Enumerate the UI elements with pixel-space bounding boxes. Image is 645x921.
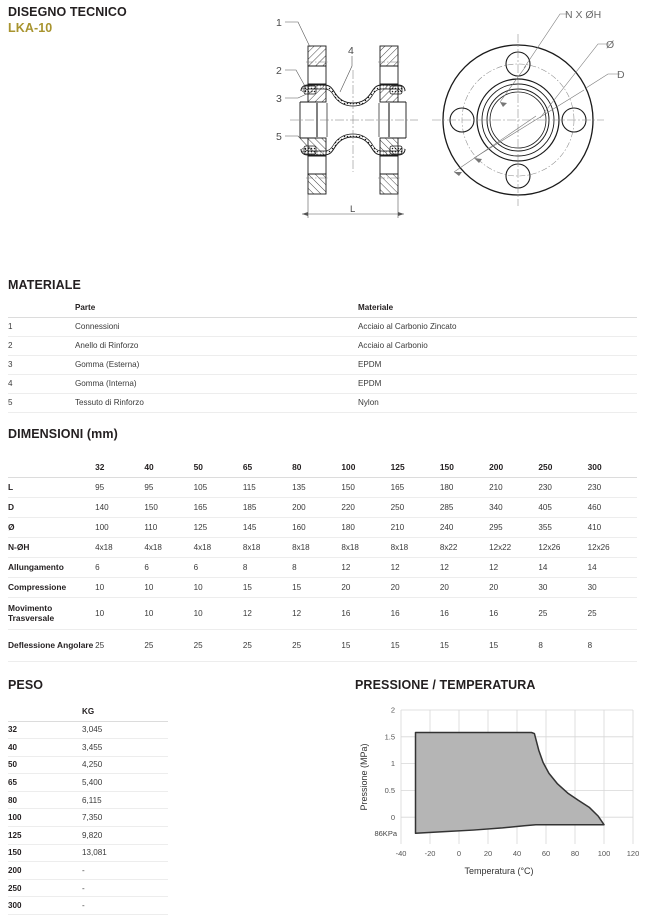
callout-5: 5 xyxy=(276,131,282,143)
cell-value: 15 xyxy=(292,577,341,597)
y-tick-label: 2 xyxy=(390,705,395,715)
cell-value: 95 xyxy=(144,477,193,497)
cell-value: 12x22 xyxy=(489,537,538,557)
cell-value: 12 xyxy=(489,557,538,577)
table-row xyxy=(8,577,637,597)
cell-value: 25 xyxy=(292,629,341,661)
cell-materiale: EPDM xyxy=(358,355,637,374)
cell-value: 25 xyxy=(588,597,637,629)
cell-value: 110 xyxy=(144,517,193,537)
cell-value: 15 xyxy=(243,577,292,597)
table-row xyxy=(8,844,168,862)
cell-value: 20 xyxy=(440,577,489,597)
table-row xyxy=(8,809,168,827)
cell-value: 10 xyxy=(194,577,243,597)
outer-diameter-label: D xyxy=(617,69,625,81)
document-header xyxy=(8,5,127,37)
cell-kg: 13,081 xyxy=(82,844,168,862)
cell-index: 4 xyxy=(8,374,75,393)
cell-value: 10 xyxy=(144,577,193,597)
cell-value: 15 xyxy=(489,629,538,661)
cell-parte: Connessioni xyxy=(75,317,358,336)
cell-value: 185 xyxy=(243,497,292,517)
cell-value: 180 xyxy=(341,517,390,537)
cell-value: 20 xyxy=(489,577,538,597)
cell-kg: 6,115 xyxy=(82,791,168,809)
cell-parte: Anello di Rinforzo xyxy=(75,336,358,355)
cell-value: 10 xyxy=(194,597,243,629)
cell-value: 240 xyxy=(440,517,489,537)
cell-value: 115 xyxy=(243,477,292,497)
cell-value: 8 xyxy=(538,629,587,661)
table-row xyxy=(8,557,637,577)
row-label: L xyxy=(8,477,95,497)
cell-value: 165 xyxy=(194,497,243,517)
x-tick-label: 100 xyxy=(597,849,611,858)
x-axis-label: Temperatura (°C) xyxy=(464,866,534,876)
cell-value: 8x22 xyxy=(440,537,489,557)
cell-index: 3 xyxy=(8,355,75,374)
table-row xyxy=(8,374,637,393)
table-row xyxy=(8,721,168,739)
cell-value: 125 xyxy=(194,517,243,537)
cell-value: 150 xyxy=(341,477,390,497)
peso-table xyxy=(8,705,168,915)
cell-value: 210 xyxy=(489,477,538,497)
cell-value: 140 xyxy=(95,497,144,517)
cell-value: 10 xyxy=(95,577,144,597)
cell-size: 200 xyxy=(8,862,82,880)
table-row xyxy=(8,497,637,517)
cell-value: 460 xyxy=(588,497,637,517)
cell-value: 6 xyxy=(144,557,193,577)
x-tick-label: 80 xyxy=(570,849,580,858)
technical-drawing xyxy=(268,0,645,240)
cell-value: 12 xyxy=(243,597,292,629)
pressure-temperature-chart xyxy=(355,700,640,885)
cell-value: 8 xyxy=(292,557,341,577)
cell-materiale: Acciaio al Carbonio xyxy=(358,336,637,355)
x-tick-label: -40 xyxy=(395,849,407,858)
bolt-pattern-label: N X ØH xyxy=(565,9,602,21)
cell-value: 8x18 xyxy=(341,537,390,557)
cell-value: 8x18 xyxy=(292,537,341,557)
cell-value: 4x18 xyxy=(95,537,144,557)
column-header-kg: KG xyxy=(82,705,168,721)
column-header-materiale: Materiale xyxy=(358,300,637,317)
cell-value: 180 xyxy=(440,477,489,497)
dimensioni-heading: DIMENSIONI (mm) xyxy=(8,427,118,441)
expansion-joint-drawing-svg xyxy=(268,0,645,240)
table-row xyxy=(8,517,637,537)
page-title: DISEGNO TECNICO xyxy=(8,5,127,19)
vacuum-annotation: 86KPa xyxy=(374,828,397,838)
y-tick-label: 1 xyxy=(390,759,395,769)
column-header-size-40: 40 xyxy=(144,460,193,477)
y-tick-label: 0.5 xyxy=(384,786,395,795)
cell-value: 30 xyxy=(588,577,637,597)
table-row xyxy=(8,774,168,792)
table-header-row xyxy=(8,460,637,477)
cell-index: 2 xyxy=(8,336,75,355)
table-row xyxy=(8,739,168,757)
cell-value: 230 xyxy=(538,477,587,497)
row-label: D xyxy=(8,497,95,517)
cell-size: 40 xyxy=(8,739,82,757)
cell-size: 50 xyxy=(8,756,82,774)
dimensioni-table xyxy=(8,460,637,662)
cell-value: 8x18 xyxy=(243,537,292,557)
table-row xyxy=(8,355,637,374)
table-row xyxy=(8,879,168,897)
column-header-blank xyxy=(8,460,95,477)
cell-value: 12 xyxy=(391,557,440,577)
cell-value: 4x18 xyxy=(194,537,243,557)
column-header-size-50: 50 xyxy=(194,460,243,477)
cell-kg: 3,455 xyxy=(82,739,168,757)
cell-parte: Gomma (Esterna) xyxy=(75,355,358,374)
cell-size: 150 xyxy=(8,844,82,862)
cell-value: 10 xyxy=(144,597,193,629)
cell-materiale: EPDM xyxy=(358,374,637,393)
column-header-parte: Parte xyxy=(75,300,358,317)
cell-parte: Tessuto di Rinforzo xyxy=(75,393,358,412)
cell-value: 25 xyxy=(538,597,587,629)
pressure-temperature-chart-svg xyxy=(355,700,640,885)
column-header-size xyxy=(8,705,82,721)
cell-value: 285 xyxy=(440,497,489,517)
cell-value: 16 xyxy=(489,597,538,629)
column-header-size-200: 200 xyxy=(489,460,538,477)
cell-value: 6 xyxy=(194,557,243,577)
cell-value: 12 xyxy=(341,557,390,577)
table-row xyxy=(8,827,168,845)
cell-value: 30 xyxy=(538,577,587,597)
cell-parte: Gomma (Interna) xyxy=(75,374,358,393)
callout-3: 3 xyxy=(276,93,282,105)
y-axis-label: Pressione (MPa) xyxy=(359,743,369,811)
cell-index: 5 xyxy=(8,393,75,412)
cell-value: 16 xyxy=(341,597,390,629)
cell-kg: 7,350 xyxy=(82,809,168,827)
x-tick-label: -20 xyxy=(424,849,436,858)
cell-value: 14 xyxy=(538,557,587,577)
cell-value: 12 xyxy=(440,557,489,577)
cell-value: 12x26 xyxy=(588,537,637,557)
cell-materiale: Acciaio al Carbonio Zincato xyxy=(358,317,637,336)
cell-value: 100 xyxy=(95,517,144,537)
table-row xyxy=(8,756,168,774)
cell-value: 16 xyxy=(391,597,440,629)
cell-value: 220 xyxy=(341,497,390,517)
table-row xyxy=(8,862,168,880)
cell-value: 12x26 xyxy=(538,537,587,557)
cell-value: 6 xyxy=(95,557,144,577)
cell-kg: 5,400 xyxy=(82,774,168,792)
table-row xyxy=(8,897,168,915)
table-row xyxy=(8,393,637,412)
cell-kg: 9,820 xyxy=(82,827,168,845)
x-tick-label: 0 xyxy=(456,849,462,858)
cell-value: 8 xyxy=(243,557,292,577)
cell-value: 95 xyxy=(95,477,144,497)
column-header-size-250: 250 xyxy=(538,460,587,477)
x-tick-label: 120 xyxy=(626,849,640,858)
cell-value: 25 xyxy=(194,629,243,661)
column-header-size-150: 150 xyxy=(440,460,489,477)
cell-size: 250 xyxy=(8,879,82,897)
cell-kg: - xyxy=(82,897,168,915)
table-header-row xyxy=(8,705,168,721)
cell-value: 15 xyxy=(391,629,440,661)
cell-value: 295 xyxy=(489,517,538,537)
row-label: Movimento Trasversale xyxy=(8,597,95,629)
cell-materiale: Nylon xyxy=(358,393,637,412)
table-row xyxy=(8,336,637,355)
cell-value: 12 xyxy=(292,597,341,629)
cell-size: 65 xyxy=(8,774,82,792)
cell-value: 105 xyxy=(194,477,243,497)
x-tick-label: 60 xyxy=(541,849,551,858)
x-tick-label: 20 xyxy=(483,849,493,858)
column-header-size-300: 300 xyxy=(588,460,637,477)
section-view xyxy=(290,46,418,194)
callout-numbers xyxy=(276,17,354,143)
column-header-size-65: 65 xyxy=(243,460,292,477)
bolt-circle-label: Ø xyxy=(606,39,615,51)
cell-value: 200 xyxy=(292,497,341,517)
y-tick-label: 0 xyxy=(390,812,395,822)
cell-value: 160 xyxy=(292,517,341,537)
cell-size: 100 xyxy=(8,809,82,827)
cell-kg: 3,045 xyxy=(82,721,168,739)
row-label: N-ØH xyxy=(8,537,95,557)
cell-value: 150 xyxy=(144,497,193,517)
cell-size: 32 xyxy=(8,721,82,739)
cell-value: 165 xyxy=(391,477,440,497)
table-row xyxy=(8,537,637,557)
row-label: Deflessione Angolare xyxy=(8,629,95,661)
cell-value: 15 xyxy=(341,629,390,661)
cell-value: 15 xyxy=(440,629,489,661)
cell-kg: - xyxy=(82,862,168,880)
cell-index: 1 xyxy=(8,317,75,336)
cell-value: 145 xyxy=(243,517,292,537)
column-header-size-100: 100 xyxy=(341,460,390,477)
cell-value: 14 xyxy=(588,557,637,577)
cell-value: 25 xyxy=(243,629,292,661)
cell-kg: 4,250 xyxy=(82,756,168,774)
column-header-size-80: 80 xyxy=(292,460,341,477)
cell-value: 20 xyxy=(341,577,390,597)
cell-value: 8 xyxy=(588,629,637,661)
y-tick-label: 1.5 xyxy=(384,732,395,742)
pressione-heading: PRESSIONE / TEMPERATURA xyxy=(355,678,536,692)
cell-value: 20 xyxy=(391,577,440,597)
table-header-row xyxy=(8,300,637,317)
table-row xyxy=(8,597,637,629)
row-label: Compressione xyxy=(8,577,95,597)
cell-value: 250 xyxy=(391,497,440,517)
table-row xyxy=(8,477,637,497)
column-header-index xyxy=(8,300,75,317)
cell-value: 410 xyxy=(588,517,637,537)
cell-value: 210 xyxy=(391,517,440,537)
cell-value: 10 xyxy=(95,597,144,629)
row-label: Ø xyxy=(8,517,95,537)
cell-value: 135 xyxy=(292,477,341,497)
column-header-size-125: 125 xyxy=(391,460,440,477)
callout-2: 2 xyxy=(276,65,282,77)
table-row xyxy=(8,629,637,661)
cell-value: 16 xyxy=(440,597,489,629)
callout-1: 1 xyxy=(276,17,282,29)
flange-face-view xyxy=(432,9,625,206)
materiale-heading: MATERIALE xyxy=(8,278,81,292)
cell-value: 25 xyxy=(95,629,144,661)
peso-heading: PESO xyxy=(8,678,44,692)
cell-value: 230 xyxy=(588,477,637,497)
cell-size: 300 xyxy=(8,897,82,915)
table-row xyxy=(8,317,637,336)
row-label: Allungamento xyxy=(8,557,95,577)
length-dimension-label: L xyxy=(350,204,356,215)
cell-value: 340 xyxy=(489,497,538,517)
materiale-table xyxy=(8,300,637,413)
cell-value: 8x18 xyxy=(391,537,440,557)
cell-value: 405 xyxy=(538,497,587,517)
cell-value: 25 xyxy=(144,629,193,661)
cell-value: 4x18 xyxy=(144,537,193,557)
cell-size: 80 xyxy=(8,791,82,809)
table-row xyxy=(8,791,168,809)
cell-size: 125 xyxy=(8,827,82,845)
callout-4: 4 xyxy=(348,45,354,57)
cell-kg: - xyxy=(82,879,168,897)
x-tick-label: 40 xyxy=(512,849,522,858)
column-header-size-32: 32 xyxy=(95,460,144,477)
cell-value: 355 xyxy=(538,517,587,537)
product-code: LKA-10 xyxy=(8,21,53,35)
